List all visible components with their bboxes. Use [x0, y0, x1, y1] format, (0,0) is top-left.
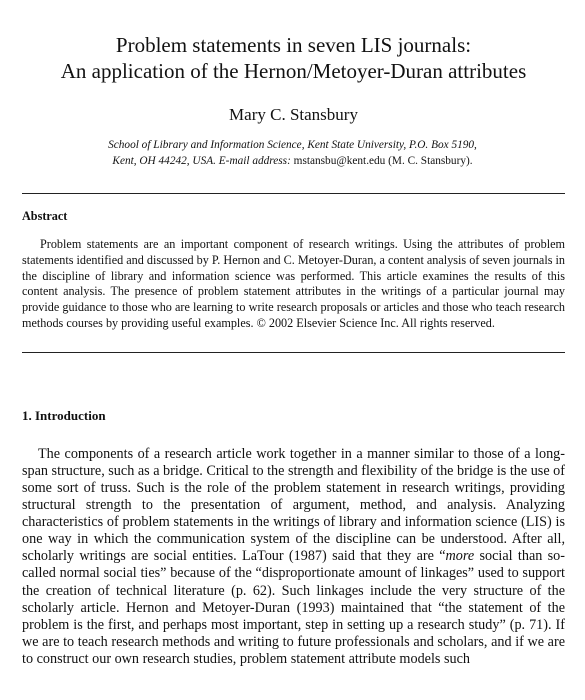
affiliation-line-1: School of Library and Information Science, Kent State University, P.O. Box 5190,	[108, 139, 477, 151]
introduction-paragraph	[22, 446, 565, 668]
intro-italic-word: more	[445, 548, 475, 565]
abstract-bottom-rule	[22, 352, 565, 353]
introduction-heading: 1. Introduction	[22, 407, 106, 423]
intro-text-part-2: social than so-called normal social ties” because of the “disproportionate amount of linkages” used to support the creation of technical literature (p. 62). Such linkages include the very structure of the scholarly article. Hernon and Metoyer-Duran (1993) maintained that “the statement of the problem is the first, and perhaps most important, step in setting up a research study” (p. 71). If we are to teach research methods and writing to future professionals and scholars, and if we are to construct our own research studies, problem statement attribute models such	[22, 548, 565, 667]
abstract-heading: Abstract	[22, 209, 68, 223]
affiliation-line-2	[62, 153, 523, 169]
author-email: mstansbu@kent.edu (M. C. Stansbury).	[290, 155, 473, 167]
title-line-1: Problem statements in seven LIS journals:	[115, 33, 472, 57]
affiliation-address: Kent, OH 44242, USA. E-mail address:	[112, 155, 291, 167]
abstract-paragraph: Problem statements are an important component of research writings. Using the attributes of problem statements identified and discussed by P. Hernon and C. Metoyer-Duran, a content analysis of seven journals in the discipline of library and information science was performed. This article examines the results of this content analysis. The presence of problem statement attributes in the writings of a particular journal may provide guidance to those who are learning to write research proposals or articles and those who teach research methods courses by providing useful examples. © 2002 Elsevier Science Inc. All rights reserved.	[22, 237, 565, 330]
abstract-text	[22, 237, 565, 332]
title-line-2: An application of the Hernon/Metoyer-Duran attributes	[60, 59, 527, 83]
abstract-top-rule	[22, 193, 565, 194]
intro-text-part-1: The components of a research article work together in a manner similar to those of a long-span structure, such as a bridge. Critical to the strength and flexibility of the bridge is the use of some sort of truss. Such is the role of the problem statement in research writings, providing structural strength to the presentation of argument, method, and analysis. Analyzing characteristics of problem statements in the writings of library and information science (LIS) is one way in which the communication system of the discipline can be understood. After all, scholarly writings are social entities. LaTour (1987) said that they are “	[22, 445, 565, 565]
introduction-text	[22, 446, 565, 668]
paper-title	[22, 0, 565, 84]
author-name: Mary C. Stansbury	[229, 105, 358, 124]
author-affiliation	[62, 137, 523, 169]
